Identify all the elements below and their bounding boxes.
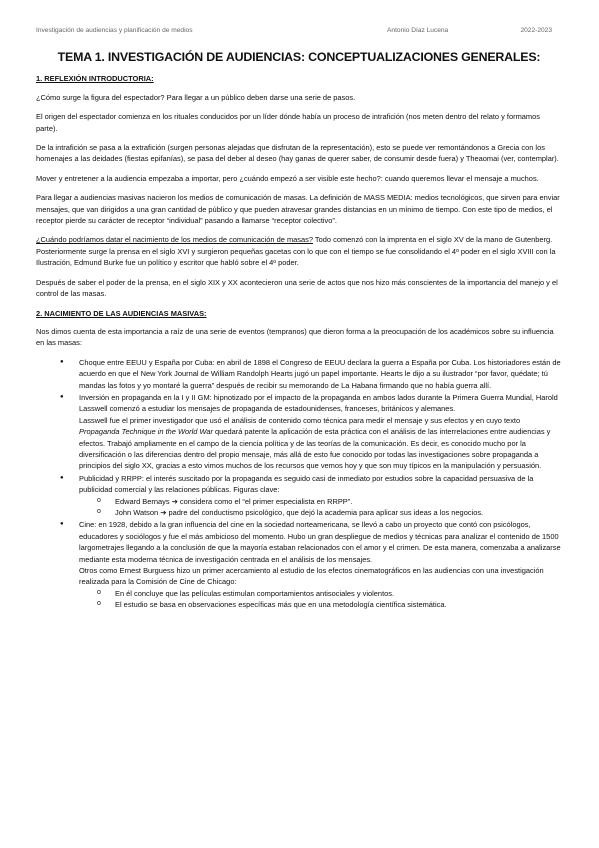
list-item: ● Choque entre EEUU y España por Cuba: en abril de 1898 el Congreso de EEUU declara la guerra a España por Cuba. Los historiadores están de acuerdo en que el New York Journal de William Randolph Hearts jugó un papel importante. Hearts le dijo a su ilustrador “por favor, quédate; tú mandas las fotos y yo montaré la guerra” después de recibir su memorando de La Habana firmando que no había guerra allí. <box>79 357 562 391</box>
header-course: Investigación de audiencias y planificación de medios <box>36 27 193 34</box>
paragraph: Para llegar a audiencias masivas nacieron los medios de comunicación de masas. La definición de MASS MEDIA: medios tecnológicos, que sirven para enviar mensajes, que van dirigidos a una gran cantidad de público y que pueden atravesar grandes distancias en un mínimo de tiempo. Con este tipo de medios, el receptor pierde su carácter de receptor “individual” pasando a llamarse “receptor colectivo”. <box>36 193 560 226</box>
header-author: Antonio Díaz Lucena <box>387 27 449 34</box>
sub-list-item: o El estudio se basa en observaciones específicas más que en una metodología científica sistemática. <box>115 599 562 610</box>
header-year: 2022-2023 <box>520 27 552 34</box>
list-item: ● Publicidad y RRPP: el interés suscitado por la propaganda es seguido casi de inmediato por estudios sobre la capacidad persuasiva de la publicidad comercial y las relaciones públicas. Figuras clave: o Edward Bernays ➔ considera como el “el primer especialista en RRPP”. o John Watson ➔ padre del conductismo psicológico, que dejó la academia para aplicar sus ideas a los negocios. <box>79 473 562 519</box>
question-underlined: ¿Cuándo podríamos datar el nacimiento de los medios de comunicación de masas? <box>36 235 313 245</box>
list-item: ● Cine: en 1928, debido a la gran influencia del cine en la sociedad norteamericana, se llevó a cabo un proyecto que contó con psicólogos, educadores y sociólogos y fue el más ambicioso del momento. Hubo un gran despliegue de medios y técnicas para analizar el contenido de 1500 largometrajes llegando a la conclusión de que la mayoría estaban relacionados con el amor y el crimen. De esta manera, comenzaba a analizarse mediante esta moderna técnica de investigación centrada en el análisis de los mensajes. Otros como Ernest Burguess hizo un primer acercamiento al estudio de los efectos cinematográficos en las audiencias con una investigación realizada para la Comisión de Cine de Chicago: o En él concluye que las películas estimulan comportamientos antisociales y violentos. o El estudio se basa en observaciones específicas más que en una metodología científica sistemática. <box>79 519 562 610</box>
section-heading-2: 2. NACIMIENTO DE LAS AUDIENCIAS MASIVAS: <box>36 308 207 318</box>
page-header <box>36 27 562 39</box>
paragraph: El origen del espectador comienza en los rituales conducidos por un líder dónde había un proceso de intrafición (nos meten dentro del relato y formamos parte). <box>36 112 540 133</box>
paragraph: Mover y entretener a la audiencia empezaba a importar, pero ¿cuándo empezó a ser visible este hecho?: cuando queremos llevar el mensaje a muchos. <box>36 173 539 183</box>
paragraph: Después de saber el poder de la prensa, en el siglo XIX y XX acontecieron una serie de actos que nos hizo más conscientes de la importancia del manejo y el control de las masas. <box>36 277 558 299</box>
section-heading-1: 1. REFLEXIÓN INTRODUCTORIA: <box>36 74 154 84</box>
paragraph: ¿Cómo surge la figura del espectador? Para llegar a un público deben darse una serie de pasos. <box>36 92 356 102</box>
list-item: ● Inversión en propaganda en la I y II GM: hipnotizado por el impacto de la propaganda en ambos lados durante la Primera Guerra Mundial, Harold Lasswell comenzó a estudiar los mensajes de propaganda de estadounidenses, franceses, británicos y alemanes. Lasswell fue el primer investigador que usó el análisis de contenido como técnica para medir el mensaje y sus efectos y en cuyo texto Propaganda Technique in the World War quedará patente la aplicación de esta práctica con el análisis de las interrelaciones entre audiencias y efectos. Trabajó ampliamente en el campo de la ciencia política y de las teorías de la comunicación. Es decir, es conocido mucho por la diversificación o las diferencias dentro del propio mensaje, más allá de esto fue conocido por todas las investigaciones sobre propaganda a principios del siglo XX, gracias a esto vimos muchos de los recursos que vemos hoy y que son muy típicos en la manipulación y persuasión. <box>79 392 562 472</box>
paragraph-text: Todo comenzó con la imprenta en el siglo XV de la mano de Gutenberg. Posteriormente surge la prensa en el siglo XVI y surgieron pequeñas gacetas con lo que con el tiempo se fue consolidando el 4º poder en el siglo XVIII con la Ilustración, Edmund Burke fue un político y escritor que habló sobre el 4º poder. <box>36 235 556 268</box>
sub-list-item: o Edward Bernays ➔ considera como el “el primer especialista en RRPP”. <box>115 496 562 507</box>
paragraph: Nos dimos cuenta de esta importancia a raíz de una serie de eventos (tempranos) que dieron forma a la preocupación de los académicos sobre su influencia en las masas: <box>36 326 554 348</box>
page-title: TEMA 1. INVESTIGACIÓN DE AUDIENCIAS: CONCEPTUALIZACIONES GENERALES: <box>57 50 541 64</box>
event-list <box>36 357 562 611</box>
sub-list-item: o En él concluye que las películas estimulan comportamientos antisociales y violentos. <box>115 588 562 599</box>
book-title: Propaganda Technique in the World War <box>79 427 213 437</box>
sub-list <box>79 496 562 519</box>
page-content <box>36 52 562 612</box>
sub-list <box>79 588 562 611</box>
sub-list-item: o John Watson ➔ padre del conductismo psicológico, que dejó la academia para aplicar sus ideas a los negocios. <box>115 507 562 518</box>
paragraph <box>36 234 562 268</box>
paragraph: De la intrafición se pasa a la extrafición (surgen personas alejadas que disfrutan de la representación), esto se puede ver remontándonos a Grecia con los homenajes a las deidades (fiestas epifanías), se pasa del deber al deseo (hay ganas de querer saber, de consumir desde fuera) y Theaomai (ver, contemplar). <box>36 143 559 164</box>
